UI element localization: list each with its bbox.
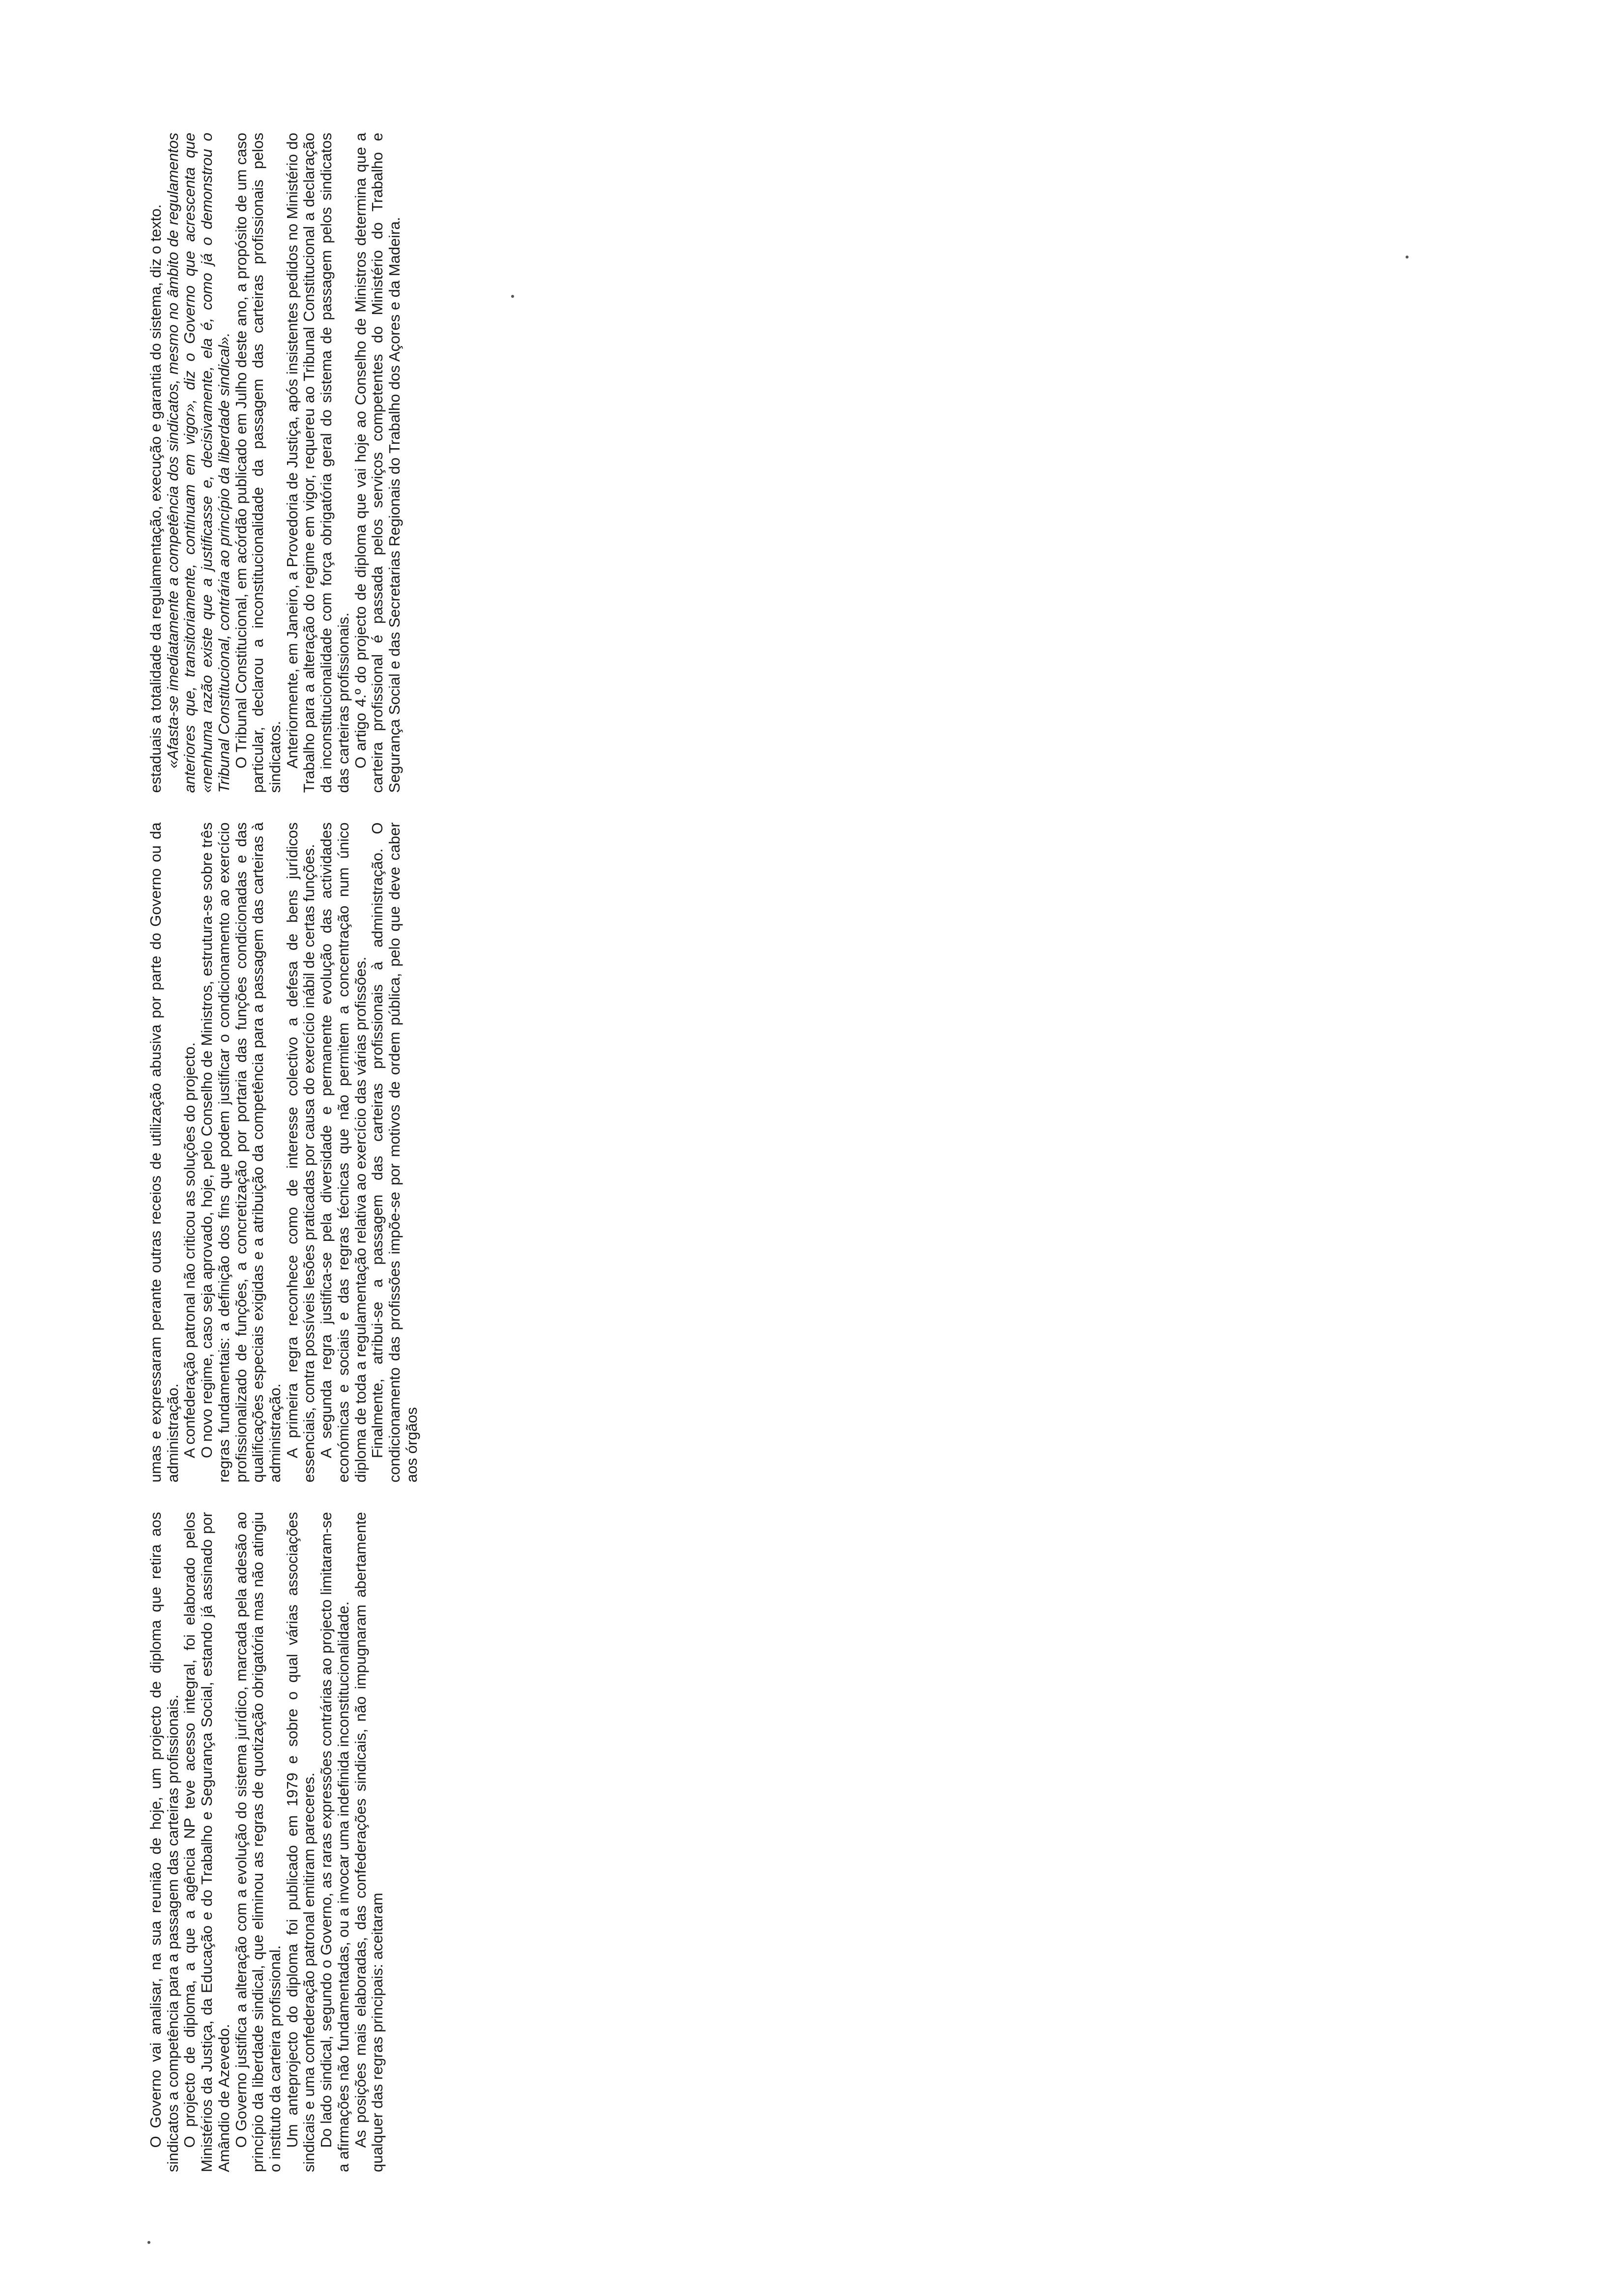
- paragraph: O Tribunal Constitucional, em acórdão publicado em Julho deste ano, a propósito de um caso particular, declarou a inconstitucionalidade da passagem das carteiras profissionais pelos sindicatos.: [232, 133, 284, 793]
- scan-speck: [147, 2241, 150, 2244]
- scan-speck: [511, 295, 514, 298]
- paragraph: As posições mais elaboradas, das confederações sindicais, não impugnaram abertamente qualquer das regras principais: aceitaram: [351, 1512, 386, 2172]
- paragraph: O artigo 4.º do projecto de diploma que vai hoje ao Conselho de Ministros determina que a carteira profissional é passada pelos serviços competentes do Ministério do Trabalho e Segurança Social e das Secretarias Regionais do Trabalho dos Açores e da Madeira.: [351, 133, 403, 793]
- paragraph: O projecto de diploma, a que a agência NP teve acesso integral, foi elaborado pelos Ministérios da Justiça, da Educação e do Trabalho e Segurança Social, estando já assinado por Amândio de Azevedo.: [181, 1512, 232, 2172]
- paragraph: O novo regime, caso seja aprovado, hoje, pelo Conselho de Ministros, estrutura-se sobre três regras fundamentais: a definição dos fins que podem justificar o condicionamento ao exercício profissionalizado de funções, a concretização por portaria das funções condicionadas e das qualificações especiais exigidas e a atribuição da competência para a passagem das carteiras à administração.: [198, 822, 284, 1483]
- paragraph: A confederação patronal não criticou as soluções do projecto.: [181, 1042, 199, 1459]
- paragraph: Finalmente, atribui-se a passagem das carteiras profissionais à administração. O condicionamento das profissões impõe-se por motivos de ordem pública, pelo que deve caber aos órgãos: [369, 822, 420, 1483]
- paragraph: Anteriormente, em Janeiro, a Provedoria de Justiça, após insistentes pedidos no Ministério do Trabalho para a alteração do regime em vigor, requereu ao Tribunal Constitucional a declaração da inconstitucionalidade com força obrigatória geral do sistema de passagem pelos sindicatos das carteiras profissionais.: [283, 133, 352, 793]
- paragraph: A primeira regra reconhece como de interesse colectivo a defesa de bens jurídicos essenciais, contra possíveis lesões praticadas por causa do exercício inábil de certas funções.: [283, 822, 318, 1483]
- quote-paragraph: «Afasta-se imediatamente a competência dos sindicatos, mesmo no âmbito de regulamentos anteriores que, transitoriamente, continuam em vigor», diz o Governo que acrescenta que «nenhuma razão existe que a justificasse e, decisivamente, ela é, como já o demonstrou o Tribunal Constitucional, contrária ao princípio da liberdade sindical».: [164, 133, 232, 793]
- paragraph: A segunda regra justifica-se pela diversidade e permanente evolução das actividades económicas e sociais e das regras técnicas que não permitem a concentração num único diploma de toda a regulamentação relativa ao exercício das várias profissões.: [317, 822, 369, 1483]
- paragraph: O Governo vai analisar, na sua reunião de hoje, um projecto de diploma que retira aos sindicatos a competência para a passagem das carteiras profissionais.: [147, 1512, 181, 2172]
- paragraph: Um anteprojecto do diploma foi publicado em 1979 e sobre o qual várias associações sindicais e uma confederação patronal emitiram pareceres.: [283, 1512, 318, 2172]
- article-column-1: [147, 1512, 678, 2172]
- article-columns: [147, 133, 678, 2172]
- paragraph: Do lado sindical, segundo o Governo, as raras expressões contrárias ao projecto limitaram-se a afirmações não fundamentadas, ou a invocar uma indefinida inconstitucionalidade.: [317, 1512, 352, 2172]
- article-column-2: [147, 822, 678, 1482]
- paragraph: O Governo justifica a alteração com a evolução do sistema jurídico, marcada pela adesão ao princípio da liberdade sindical, que eliminou as regras de quotização obrigatória mas não atingiu o instituto da carteira profissional.: [232, 1512, 284, 2172]
- scan-speck: [1406, 256, 1409, 258]
- article-column-3: [147, 133, 678, 793]
- rotated-article: [147, 133, 678, 2172]
- paragraph: umas e expressaram perante outras receios de utilização abusiva por parte do Governo ou da administração.: [147, 822, 181, 1483]
- paragraph: estaduais a totalidade da regulamentação, execução e garantia do sistema, diz o texto.: [147, 204, 164, 793]
